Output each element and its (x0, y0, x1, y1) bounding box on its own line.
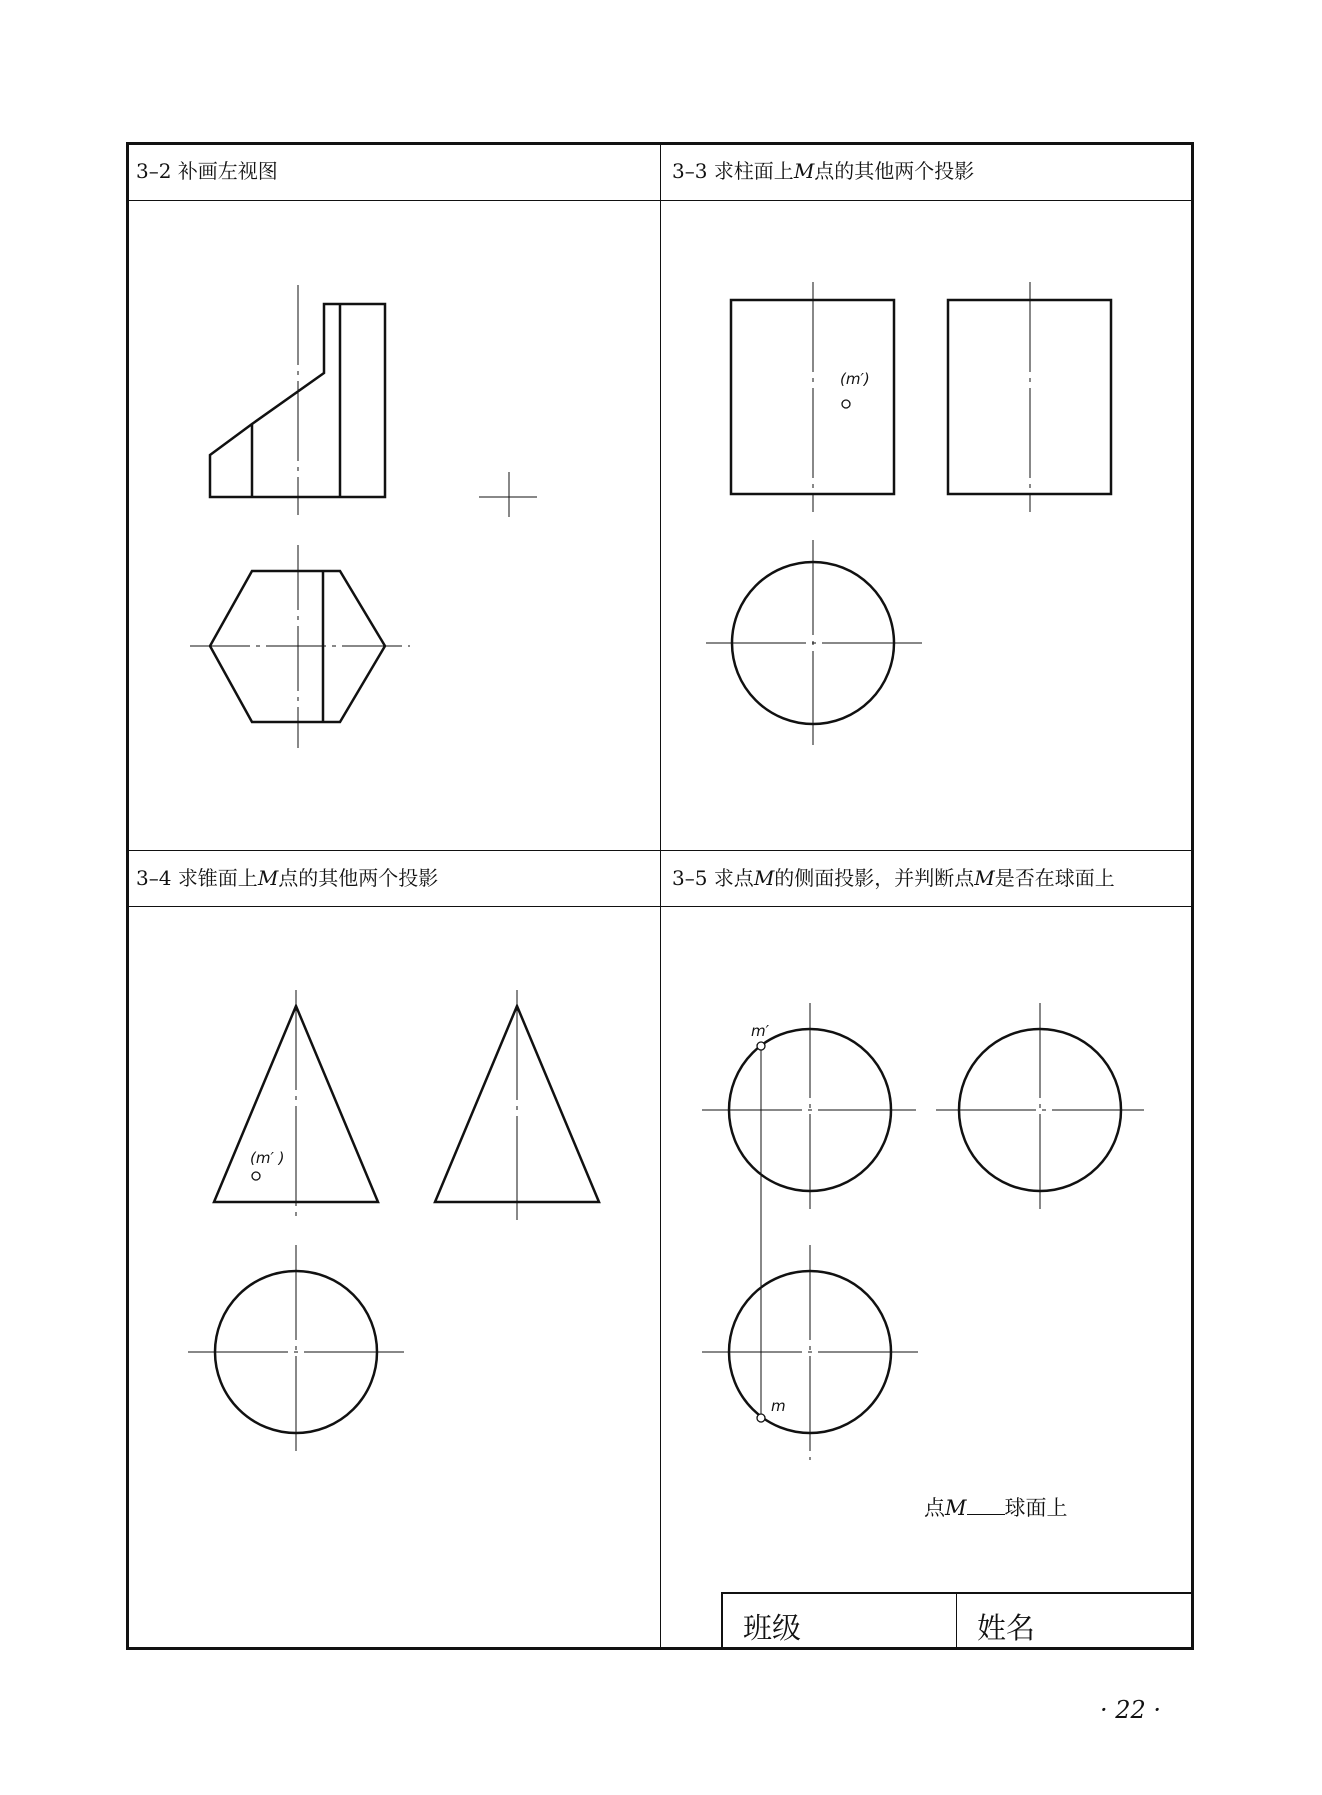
label-sphere-m: m (771, 1397, 786, 1415)
drawing-3-2-left-view-cross (479, 472, 537, 517)
caption-3-3: 3–3 求柱面上M点的其他两个投影 (672, 159, 975, 183)
answer-line: 点M 球面上 (924, 1496, 1068, 1520)
drawing-3-3-front-view (731, 282, 894, 512)
page-number: · 22 · (1100, 1696, 1162, 1724)
title-block-divider (956, 1594, 957, 1650)
drawing-3-5-top-view (702, 1245, 924, 1460)
label-cone-m-prime: (m′ ) (250, 1149, 285, 1167)
drawing-3-4-side-view (435, 990, 599, 1220)
caption-3-2: 3–2 补画左视图 (136, 159, 278, 183)
drawing-3-3-top-view (706, 540, 925, 745)
class-label: 班级 (743, 1611, 802, 1645)
title-block (721, 1592, 1194, 1650)
drawing-3-4-top-view (188, 1245, 408, 1455)
drawing-3-2-top-view (190, 545, 410, 748)
drawing-3-5-front-view (702, 1003, 916, 1215)
drawing-3-5-projection-line (757, 1042, 765, 1422)
label-sphere-m-prime: m′ (751, 1022, 770, 1040)
answer-blank[interactable] (967, 1496, 1005, 1515)
name-label: 姓名 (977, 1611, 1036, 1645)
drawing-3-2-front-view (210, 285, 385, 515)
caption-3-5: 3–5 求点M的侧面投影，并判断点M是否在球面上 (672, 866, 1115, 890)
label-cyl-m-prime: (m′) (840, 370, 870, 388)
drawing-3-5-side-view (936, 1003, 1144, 1215)
drawing-3-3-side-view (948, 282, 1111, 512)
caption-3-4: 3–4 求锥面上M点的其他两个投影 (136, 866, 439, 890)
drawing-3-4-front-view (214, 990, 378, 1220)
